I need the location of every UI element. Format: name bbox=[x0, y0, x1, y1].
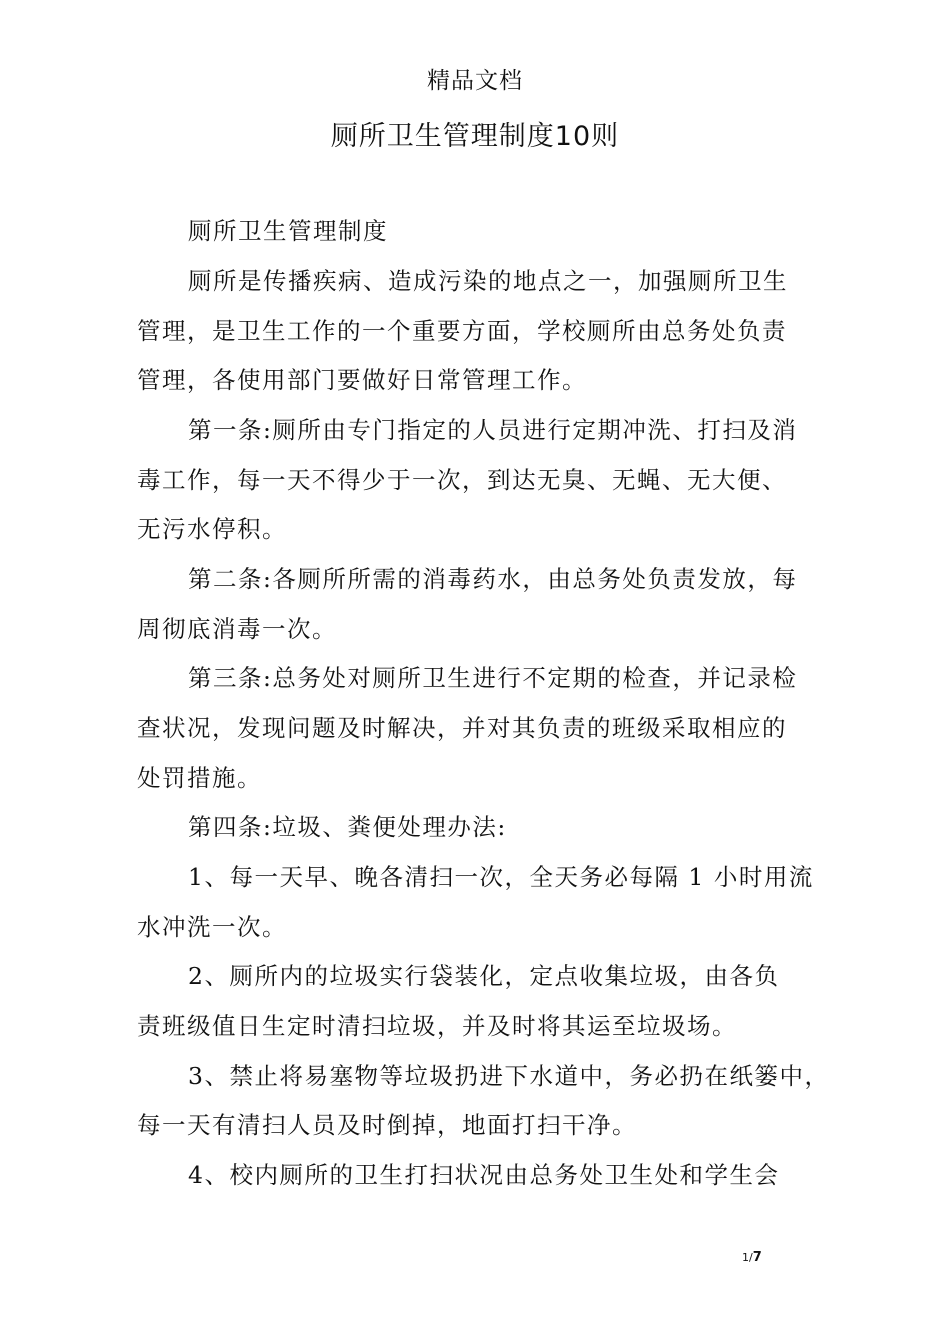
paragraph-line: 责班级值日生定时清扫垃圾，并及时将其运至垃圾场。 bbox=[137, 1012, 737, 1040]
paragraph-line: 2、厕所内的垃圾实行袋装化，定点收集垃圾，由各负 bbox=[188, 962, 780, 990]
paragraph-line: 3、禁止将易塞物等垃圾扔进下水道中，务必扔在纸篓中， bbox=[188, 1062, 830, 1090]
paragraph-line: 1、每一天早、晚各清扫一次，全天务必每隔 1 小时用流 bbox=[188, 863, 814, 891]
paragraph-line: 每一天有清扫人员及时倒掉，地面打扫干净。 bbox=[137, 1111, 637, 1139]
paragraph-line: 处罚措施。 bbox=[137, 764, 262, 792]
paragraph-line: 管理，是卫生工作的一个重要方面，学校厕所由总务处负责 bbox=[137, 317, 787, 345]
paragraph-line: 毒工作，每一天不得少于一次，到达无臭、无蝇、无大便、 bbox=[137, 466, 787, 494]
page-separator: / bbox=[749, 1251, 753, 1264]
paragraph-line: 周彻底消毒一次。 bbox=[137, 615, 337, 643]
paragraph-line: 第二条:各厕所所需的消毒药水，由总务处负责发放，每 bbox=[188, 565, 798, 593]
paragraph-line: 管理，各使用部门要做好日常管理工作。 bbox=[137, 366, 587, 394]
paragraph-line: 第一条:厕所由专门指定的人员进行定期冲洗、打扫及消 bbox=[188, 416, 798, 444]
document-title: 厕所卫生管理制度10则 bbox=[330, 121, 620, 152]
paragraph-line: 厕所是传播疾病、造成污染的地点之一，加强厕所卫生 bbox=[188, 267, 788, 295]
page-total: 7 bbox=[752, 1250, 762, 1265]
paragraph-line: 第三条:总务处对厕所卫生进行不定期的检查，并记录检 bbox=[188, 664, 798, 692]
paragraph-line: 查状况，发现问题及时解决，并对其负责的班级采取相应的 bbox=[137, 714, 787, 742]
page-number bbox=[742, 1250, 762, 1265]
paragraph-line: 水冲洗一次。 bbox=[137, 913, 287, 941]
page-current: 1 bbox=[742, 1251, 749, 1264]
paragraph-line: 4、校内厕所的卫生打扫状况由总务处卫生处和学生会 bbox=[188, 1161, 780, 1189]
document-header: 精品文档 bbox=[427, 68, 523, 94]
paragraph-line: 无污水停积。 bbox=[137, 515, 287, 543]
section-heading: 厕所卫生管理制度 bbox=[188, 217, 388, 245]
paragraph-line: 第四条:垃圾、粪便处理办法: bbox=[188, 813, 507, 841]
